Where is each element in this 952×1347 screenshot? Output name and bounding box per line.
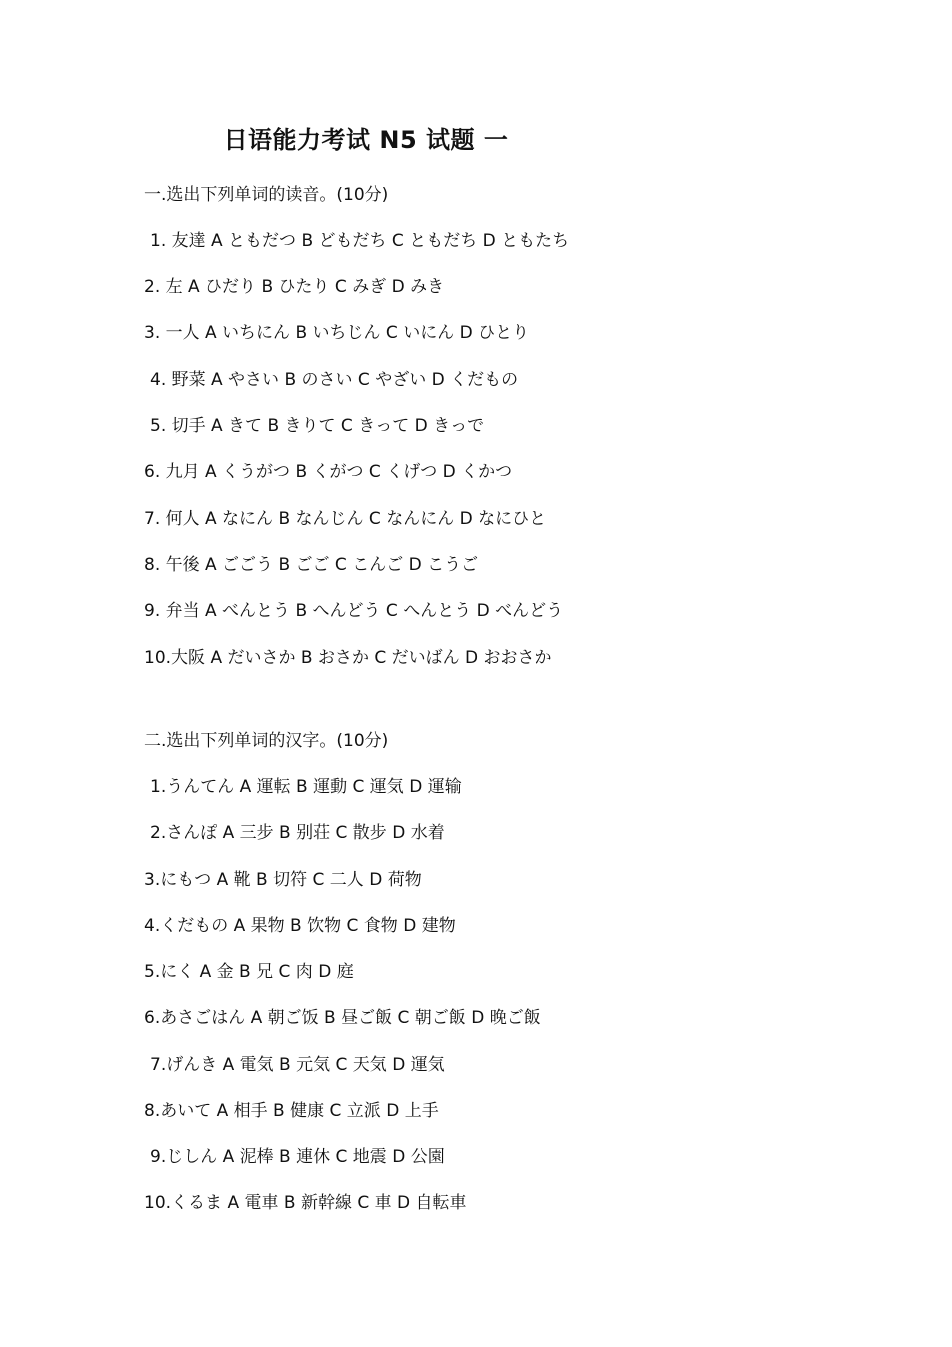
section-2-question-10: 10.くるま A 電車 B 新幹線 C 車 D 自転車 <box>144 1193 467 1213</box>
section-2-question-2: 2.さんぽ A 三步 B 别荘 C 散步 D 水着 <box>150 823 445 843</box>
section-2-heading: 二.选出下列单词的汉字。(10分) <box>144 731 389 751</box>
section-2-question-7: 7.げんき A 電気 B 元気 C 天気 D 運気 <box>150 1055 445 1075</box>
section-1-heading: 一.选出下列单词的读音。(10分) <box>144 185 389 205</box>
section-2-question-1: 1.うんてん A 運転 B 運動 C 運気 D 運输 <box>150 777 462 797</box>
section-1-question-2: 2. 左 A ひだり B ひたり C みぎ D みき <box>144 277 445 297</box>
section-1-question-10: 10.大阪 A だいさか B おさか C だいばん D おおさか <box>144 648 552 668</box>
section-1-question-8: 8. 午後 A ごごう B ごご C こんご D こうご <box>144 555 479 575</box>
section-1-question-5: 5. 切手 A きて B きりて C きって D きっで <box>150 416 485 436</box>
section-2-question-5: 5.にく A 金 B 兄 C 肉 D 庭 <box>144 962 354 982</box>
section-2-question-3: 3.にもつ A 靴 B 切符 C 二人 D 荷物 <box>144 870 422 890</box>
section-2-question-8: 8.あいて A 相手 B 健康 C 立派 D 上手 <box>144 1101 439 1121</box>
section-1-question-4: 4. 野菜 A やさい B のさい C やざい D くだもの <box>150 370 519 390</box>
section-2-question-4: 4.くだもの A 果物 B 饮物 C 食物 D 建物 <box>144 916 456 936</box>
section-1-question-9: 9. 弁当 A べんとう B へんどう C へんとう D べんどう <box>144 601 564 621</box>
section-1-question-7: 7. 何人 A なにん B なんじん C なんにん D なにひと <box>144 509 547 529</box>
section-2-question-6: 6.あさごはん A 朝ご饭 B 昼ご飯 C 朝ご飯 D 晚ご飯 <box>144 1008 541 1028</box>
section-1-question-1: 1. 友達 A ともだつ B どもだち C ともだち D ともたち <box>150 231 570 251</box>
section-2-question-9: 9.じしん A 泥棒 B 連休 C 地震 D 公園 <box>150 1147 445 1167</box>
document-title: 日语能力考试 N5 试题 一 <box>223 126 509 154</box>
section-1-question-3: 3. 一人 A いちにん B いちじん C いにん D ひとり <box>144 323 530 343</box>
section-1-question-6: 6. 九月 A くうがつ B くがつ C くげつ D くかつ <box>144 462 513 482</box>
